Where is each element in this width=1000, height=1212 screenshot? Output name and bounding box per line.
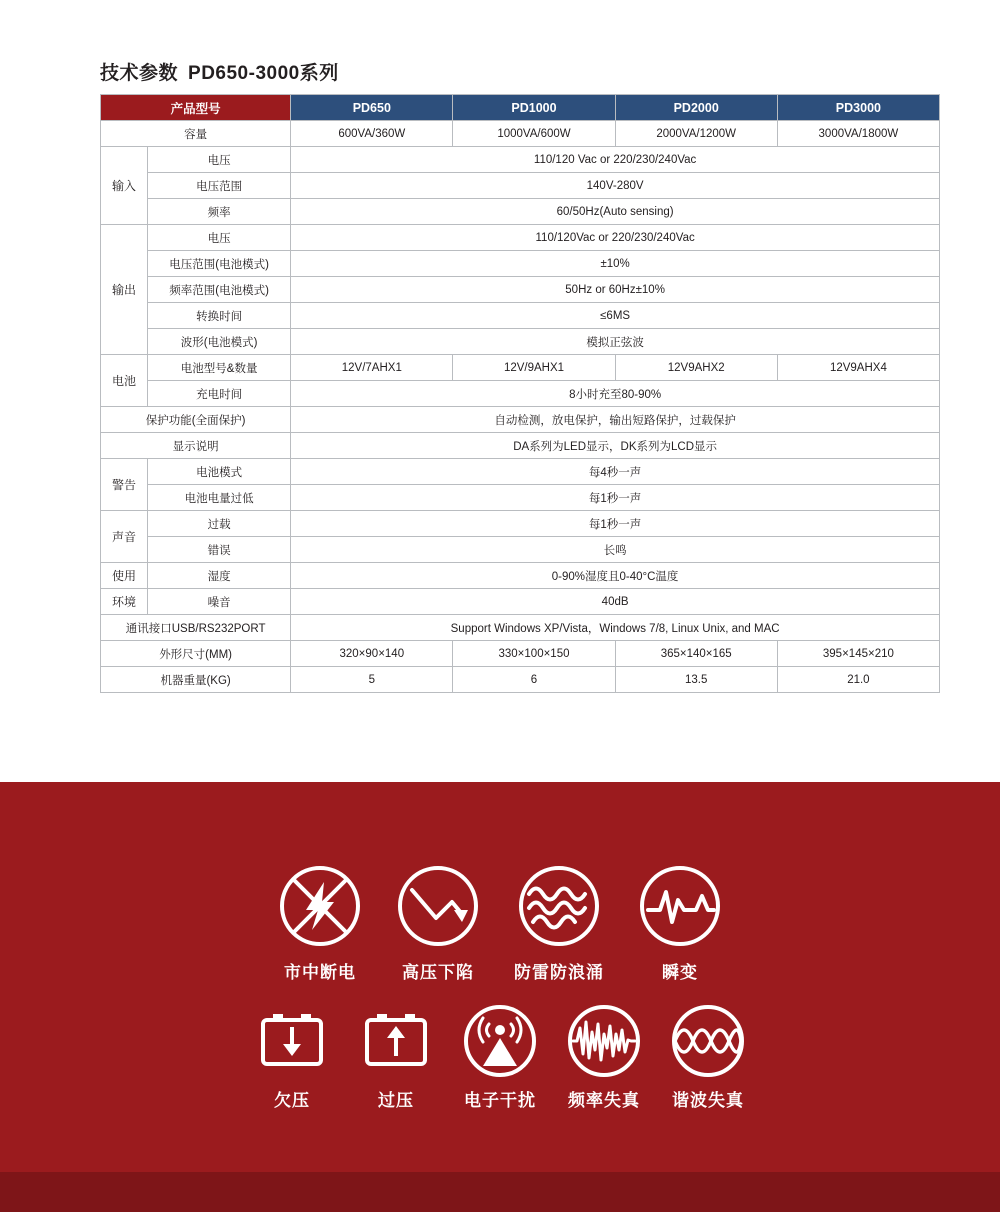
group-label-environment: 环境 <box>101 589 148 615</box>
cell-capacity-pd3000: 3000VA/1800W <box>777 121 939 147</box>
page-title-heading: 技术参数 <box>100 63 179 84</box>
cell-weight-pd650: 5 <box>291 667 453 693</box>
header-product-model: 产品型号 <box>101 95 291 121</box>
cell-battery-pd1000: 12V/9AHX1 <box>453 355 615 381</box>
row-label-humidity: 湿度 <box>148 563 291 589</box>
cell-weight-pd1000: 6 <box>453 667 615 693</box>
feature-label: 瞬变 <box>662 963 698 982</box>
feature-transient <box>638 864 722 983</box>
row-label-output-frequency-range: 频率范围(电池模式) <box>148 277 291 303</box>
row-label-display: 显示说明 <box>101 433 291 459</box>
table-row <box>101 589 940 615</box>
feature-overvoltage <box>359 1004 433 1111</box>
row-label-waveform: 波形(电池模式) <box>148 329 291 355</box>
row-label-port: 通讯接口USB/RS232PORT <box>101 615 291 641</box>
feature-power-outage <box>278 864 362 983</box>
row-label-transfer-time: 转换时间 <box>148 303 291 329</box>
feature-voltage-sag <box>396 864 480 983</box>
table-row <box>101 303 940 329</box>
feature-label: 防雷防浪涌 <box>514 963 604 982</box>
emi-icon <box>463 1004 537 1078</box>
row-label-input-voltage: 电压 <box>148 147 291 173</box>
table-row <box>101 381 940 407</box>
table-row <box>101 433 940 459</box>
table-row <box>101 667 940 693</box>
cell-output-voltage: 110/120Vac or 220/230/240Vac <box>291 225 940 251</box>
transient-icon <box>638 864 722 948</box>
cell-error: 长鸣 <box>291 537 940 563</box>
row-label-error: 错误 <box>148 537 291 563</box>
feature-label: 欠压 <box>274 1091 310 1110</box>
cell-weight-pd2000: 13.5 <box>615 667 777 693</box>
feature-emi <box>463 1004 537 1111</box>
harmonic-distortion-icon <box>671 1004 745 1078</box>
cell-input-voltage-range: 140V-280V <box>291 173 940 199</box>
row-label-weight: 机器重量(KG) <box>101 667 291 693</box>
cell-output-voltage-range: ±10% <box>291 251 940 277</box>
table-row <box>101 173 940 199</box>
table-row <box>101 459 940 485</box>
cell-display: DA系列为LED显示，DK系列为LCD显示 <box>291 433 940 459</box>
page-title-model: PD650-3000系列 <box>188 63 339 84</box>
cell-battery-mode: 每4秒一声 <box>291 459 940 485</box>
feature-label: 频率失真 <box>568 1091 640 1110</box>
table-row <box>101 485 940 511</box>
feature-row-top <box>0 864 1000 983</box>
feature-label: 谐波失真 <box>672 1091 744 1110</box>
cell-dimension-pd1000: 330×100×150 <box>453 641 615 667</box>
cell-humidity: 0-90%湿度且0-40°C温度 <box>291 563 940 589</box>
table-row <box>101 563 940 589</box>
table-row <box>101 225 940 251</box>
cell-battery-pd3000: 12V9AHX4 <box>777 355 939 381</box>
feature-row-bottom <box>0 1004 1000 1111</box>
cell-transfer-time: ≤6MS <box>291 303 940 329</box>
group-label-input: 输入 <box>101 147 148 225</box>
table-row <box>101 407 940 433</box>
cell-dimension-pd2000: 365×140×165 <box>615 641 777 667</box>
spec-table <box>100 94 940 693</box>
cell-protection: 自动检测，放电保护，输出短路保护，过载保护 <box>291 407 940 433</box>
feature-panel <box>0 782 1000 1172</box>
cell-port: Support Windows XP/Vista，Windows 7/8, Linux Unix, and MAC <box>291 615 940 641</box>
feature-undervoltage <box>255 1004 329 1111</box>
header-pd3000: PD3000 <box>777 95 939 121</box>
cell-charge-time: 8小时充至80-90% <box>291 381 940 407</box>
group-label-usage: 使用 <box>101 563 148 589</box>
frequency-distortion-icon <box>567 1004 641 1078</box>
group-label-output: 输出 <box>101 225 148 355</box>
cell-capacity-pd650: 600VA/360W <box>291 121 453 147</box>
row-label-overload: 过载 <box>148 511 291 537</box>
row-label-battery-model: 电池型号&数量 <box>148 355 291 381</box>
group-label-battery: 电池 <box>101 355 148 407</box>
cell-weight-pd3000: 21.0 <box>777 667 939 693</box>
cell-capacity-pd2000: 2000VA/1200W <box>615 121 777 147</box>
surge-protection-icon <box>517 864 601 948</box>
feature-label: 高压下陷 <box>402 963 474 982</box>
row-label-dimension: 外形尺寸(MM) <box>101 641 291 667</box>
cell-battery-pd650: 12V/7AHX1 <box>291 355 453 381</box>
row-label-output-voltage: 电压 <box>148 225 291 251</box>
header-pd1000: PD1000 <box>453 95 615 121</box>
group-label-warning: 警告 <box>101 459 148 511</box>
row-label-noise: 噪音 <box>148 589 291 615</box>
table-row <box>101 251 940 277</box>
page-title <box>100 58 339 85</box>
cell-capacity-pd1000: 1000VA/600W <box>453 121 615 147</box>
feature-harmonic-distortion <box>671 1004 745 1111</box>
table-row <box>101 355 940 381</box>
row-label-capacity: 容量 <box>101 121 291 147</box>
cell-input-voltage: 110/120 Vac or 220/230/240Vac <box>291 147 940 173</box>
table-row <box>101 329 940 355</box>
cell-output-frequency-range: 50Hz or 60Hz±10% <box>291 277 940 303</box>
cell-noise: 40dB <box>291 589 940 615</box>
voltage-sag-icon <box>396 864 480 948</box>
row-label-input-frequency: 频率 <box>148 199 291 225</box>
table-row <box>101 615 940 641</box>
row-label-input-voltage-range: 电压范围 <box>148 173 291 199</box>
table-row <box>101 511 940 537</box>
cell-dimension-pd650: 320×90×140 <box>291 641 453 667</box>
group-label-sound: 声音 <box>101 511 148 563</box>
table-header-row <box>101 95 940 121</box>
feature-frequency-distortion <box>567 1004 641 1111</box>
header-pd650: PD650 <box>291 95 453 121</box>
cell-battery-low: 每1秒一声 <box>291 485 940 511</box>
table-row <box>101 277 940 303</box>
feature-surge-protection <box>514 864 604 983</box>
row-label-battery-low: 电池电量过低 <box>148 485 291 511</box>
row-label-protection: 保护功能(全面保护) <box>101 407 291 433</box>
cell-battery-pd2000: 12V9AHX2 <box>615 355 777 381</box>
feature-label: 市中断电 <box>284 963 356 982</box>
row-label-output-voltage-range: 电压范围(电池模式) <box>148 251 291 277</box>
spec-table-wrapper <box>100 94 940 693</box>
header-pd2000: PD2000 <box>615 95 777 121</box>
row-label-charge-time: 充电时间 <box>148 381 291 407</box>
feature-label: 过压 <box>378 1091 414 1110</box>
table-row <box>101 537 940 563</box>
table-row <box>101 641 940 667</box>
cell-dimension-pd3000: 395×145×210 <box>777 641 939 667</box>
overvoltage-icon <box>359 1004 433 1078</box>
table-row <box>101 199 940 225</box>
power-outage-icon <box>278 864 362 948</box>
table-row <box>101 121 940 147</box>
table-row <box>101 147 940 173</box>
cell-waveform: 模拟正弦波 <box>291 329 940 355</box>
row-label-battery-mode: 电池模式 <box>148 459 291 485</box>
undervoltage-icon <box>255 1004 329 1078</box>
cell-overload: 每1秒一声 <box>291 511 940 537</box>
cell-input-frequency: 60/50Hz(Auto sensing) <box>291 199 940 225</box>
feature-label: 电子干扰 <box>464 1091 536 1110</box>
panel-bottom-band <box>0 1172 1000 1212</box>
